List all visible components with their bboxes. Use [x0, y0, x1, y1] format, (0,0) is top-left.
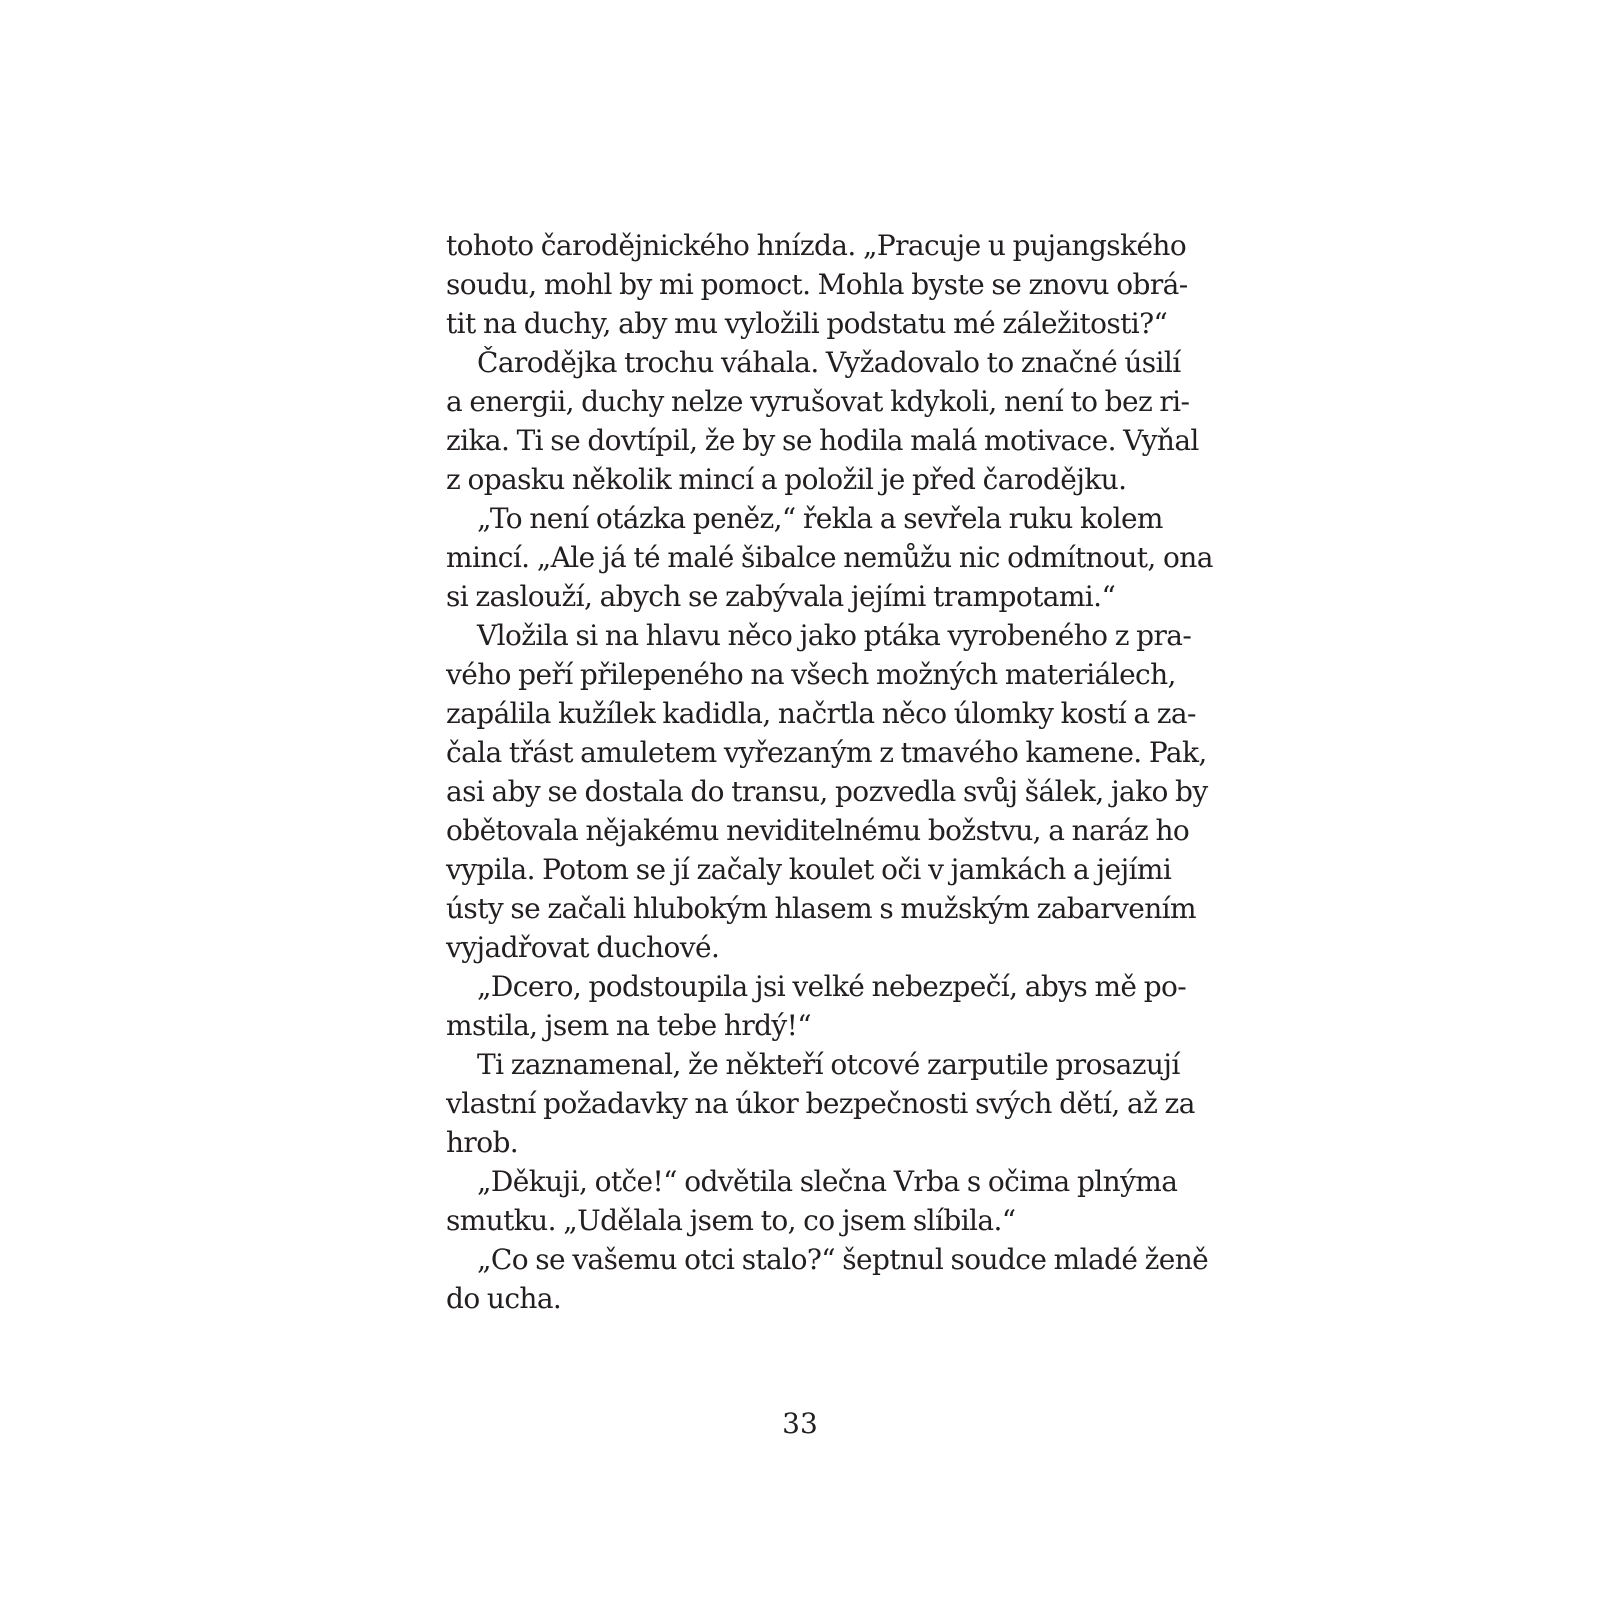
text-line: smutku. „Udělala jsem to, co jsem slíbila.“	[446, 1204, 1016, 1237]
text-line: do ucha.	[446, 1282, 562, 1315]
text-line: zapálila kužílek kadidla, načrtla něco úlomky kostí a za-	[446, 697, 1196, 730]
text-line: hrob.	[446, 1126, 519, 1159]
text-line: asi aby se dostala do transu, pozvedla svůj šálek, jako by	[446, 775, 1208, 808]
text-line: tit na duchy, aby mu vyložili podstatu mé záležitosti?“	[446, 307, 1168, 340]
text-line: čala třást amuletem vyřezaným z tmavého kamene. Pak,	[446, 736, 1207, 769]
text-line: vypila. Potom se jí začaly koulet oči v jamkách a jejími	[446, 853, 1172, 886]
text-line: vlastní požadavky na úkor bezpečnosti svých dětí, až za	[446, 1087, 1195, 1120]
text-line: si zaslouží, abych se zabývala jejími trampotami.“	[446, 580, 1116, 613]
text-line: mstila, jsem na tebe hrdý!“	[446, 1009, 812, 1042]
text-line: Ti zaznamenal, že někteří otcové zarputile prosazují	[477, 1048, 1180, 1081]
text-line: „Co se vašemu otci stalo?“ šeptnul soudce mladé ženě	[477, 1243, 1209, 1276]
text-line: a energii, duchy nelze vyrušovat kdykoli, není to bez ri-	[446, 385, 1190, 418]
body-text	[446, 226, 1213, 1318]
text-line: soudu, mohl by mi pomoct. Mohla byste se znovu obrá-	[446, 268, 1188, 301]
text-line: Čarodějka trochu váhala. Vyžadovalo to značné úsilí	[477, 346, 1181, 379]
text-line: zika. Ti se dovtípil, že by se hodila malá motivace. Vyňal	[446, 424, 1199, 457]
page-number: 33	[782, 1407, 818, 1440]
text-line: Vložila si na hlavu něco jako ptáka vyrobeného z pra-	[477, 619, 1192, 652]
text-line: „Děkuji, otče!“ odvětila slečna Vrba s očima plnýma	[477, 1165, 1178, 1198]
text-line: z opasku několik mincí a položil je před čarodějku.	[446, 463, 1127, 496]
text-line: vyjadřovat duchové.	[446, 931, 720, 964]
text-line: „To není otázka peněz,“ řekla a sevřela ruku kolem	[477, 502, 1163, 535]
text-line: tohoto čarodějnického hnízda. „Pracuje u pujangského	[446, 229, 1187, 262]
text-line: mincí. „Ale já té malé šibalce nemůžu nic odmítnout, ona	[446, 541, 1213, 574]
text-line: „Dcero, podstoupila jsi velké nebezpečí, abys mě po-	[477, 970, 1187, 1003]
text-line: vého peří přilepeného na všech možných materiálech,	[446, 658, 1176, 691]
text-line: obětovala nějakému neviditelnému božstvu, a naráz ho	[446, 814, 1190, 847]
text-line: ústy se začali hlubokým hlasem s mužským zabarvením	[446, 892, 1196, 925]
